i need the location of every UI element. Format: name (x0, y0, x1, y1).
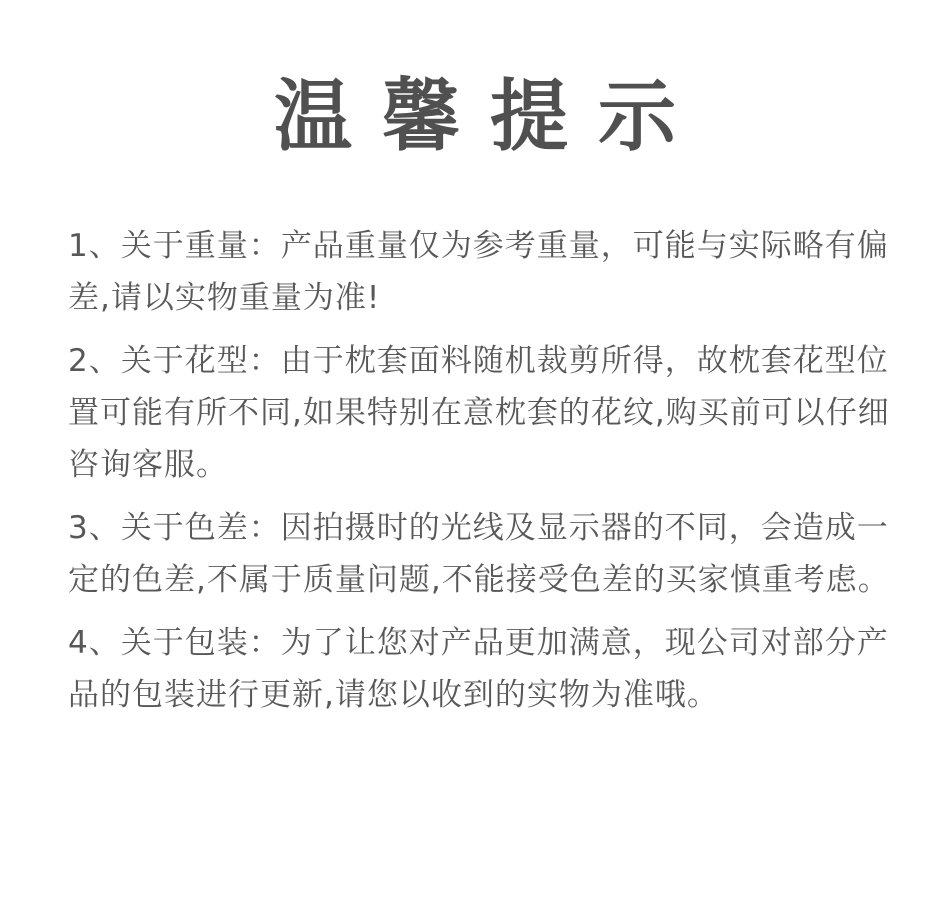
page-title: 温馨提示 (273, 72, 706, 162)
notice-pattern: 2、关于花型：由于枕套面料随机裁剪所得，故枕套花型位置可能有所不同,如果特别在意枕套的花纹,购买前可以仔细咨询客服。 (68, 343, 890, 483)
notice-packaging: 4、关于包装：为了让您对产品更加满意，现公司对部分产品的包装进行更新,请您以收到的实物为准哦。 (68, 625, 889, 713)
notice-list (68, 220, 893, 732)
notice-weight: 1、关于重量：产品重量仅为参考重量，可能与实际略有偏差,请以实物重量为准! (68, 228, 889, 316)
notice-color-difference: 3、关于色差：因拍摄时的光线及显示器的不同，会造成一定的色差,不属于质量问题,不能接受色差的买家慎重考虑。 (68, 510, 890, 598)
